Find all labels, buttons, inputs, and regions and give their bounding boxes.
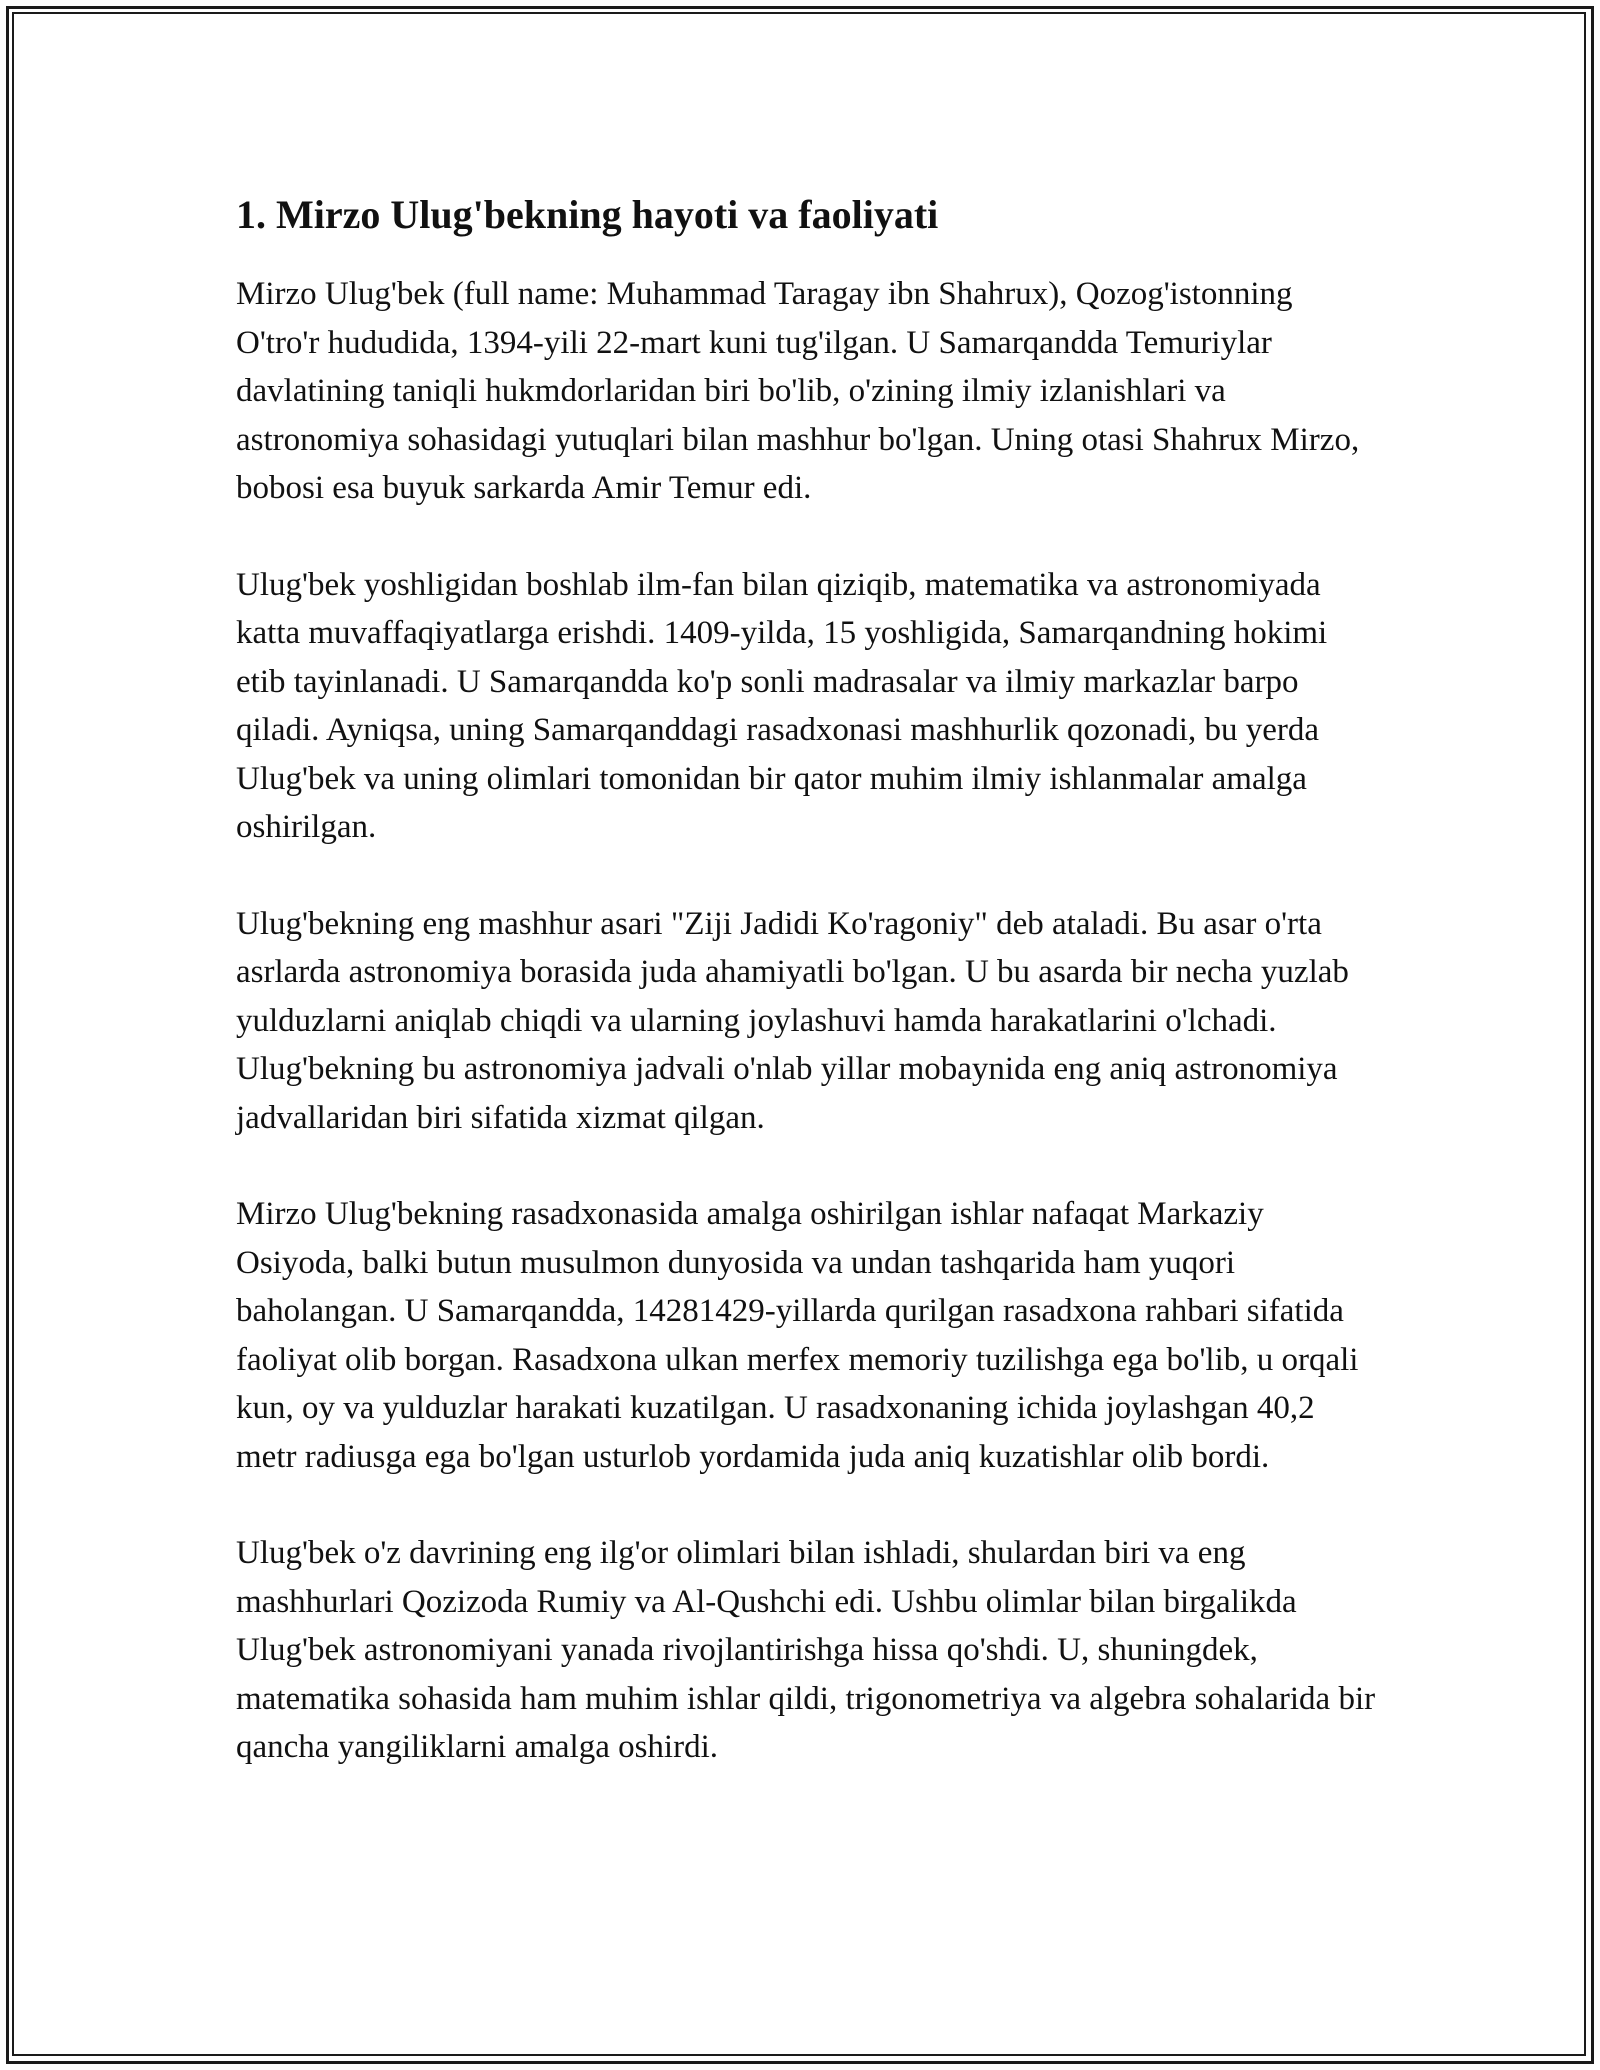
paragraph-3: Ulug'bekning eng mashhur asari "Ziji Jadidi Ko'ragoniy" deb ataladi. Bu asar o'rta asrlarda astronomiya borasida juda ahamiyatli bo'lgan. U bu asarda bir necha yuzlab yulduzlarni aniqlab chiqdi va ularning joylashuvi hamda harakatlarini o'lchadi. Ulug'bekning bu astronomiya jadvali o'nlab yillar mobaynida eng aniq astronomiya jadvallaridan biri sifatida xizmat qilgan. <box>236 905 1349 1136</box>
paragraph-5: Ulug'bek o'z davrining eng ilg'or olimlari bilan ishladi, shulardan biri va eng mashhurlari Qozizoda Rumiy va Al-Qushchi edi. Ushbu olimlar bilan birgalikda Ulug'bek astronomiyani yanada rivojlantirishga hissa qo'shdi. U, shuningdek, matematika sohasida ham muhim ishlar qildi, trigonometriya va algebra sohalarida bir qancha yangiliklarni amalga oshirdi. <box>236 1535 1376 1765</box>
document-body <box>236 186 1376 1820</box>
paragraph-2: Ulug'bek yoshligidan boshlab ilm-fan bilan qiziqib, matematika va astronomiyada katta muvaffaqiyatlarga erishdi. 1409-yilda, 15 yoshligida, Samarqandning hokimi etib tayinlanadi. U Samarqandda ko'p sonli madrasalar va ilmiy markazlar barpo qiladi. Ayniqsa, uning Samarqanddagi rasadxonasi mashhurlik qozonadi, bu yerda Ulug'bek va uning olimlari tomonidan bir qator muhim ilmiy ishlanmalar amalga oshirilgan. <box>236 566 1328 845</box>
paragraph-4: Mirzo Ulug'bekning rasadxonasida amalga oshirilgan ishlar nafaqat Markaziy Osiyoda, balki butun musulmon dunyosida va undan tashqarida ham yuqori baholangan. U Samarqandda, 14281429-yillarda qurilgan rasadxona rahbari sifatida faoliyat olib borgan. Rasadxona ulkan merfex memoriy tuzilishga ega bo'lib, u orqali kun, oy va yulduzlar harakati kuzatilgan. U rasadxonaning ichida joylashgan 40,2 metr radiusga ega bo'lgan usturlob yordamida juda aniq kuzatishlar olib bordi. <box>236 1196 1359 1475</box>
section-heading: 1. Mirzo Ulug'bekning hayoti va faoliyati <box>236 192 939 237</box>
paragraph-1: Mirzo Ulug'bek (full name: Muhammad Taragay ibn Shahrux), Qozog'istonning O'tro'r hududida, 1394-yili 22-mart kuni tug'ilgan. U Samarqandda Temuriylar davlatining taniqli hukmdorlaridan biri bo'lib, o'zining ilmiy izlanishlari va astronomiya sohasidagi yutuqlari bilan mashhur bo'lgan. Uning otasi Shahrux Mirzo, bobosi esa buyuk sarkarda Amir Temur edi. <box>236 276 1360 506</box>
